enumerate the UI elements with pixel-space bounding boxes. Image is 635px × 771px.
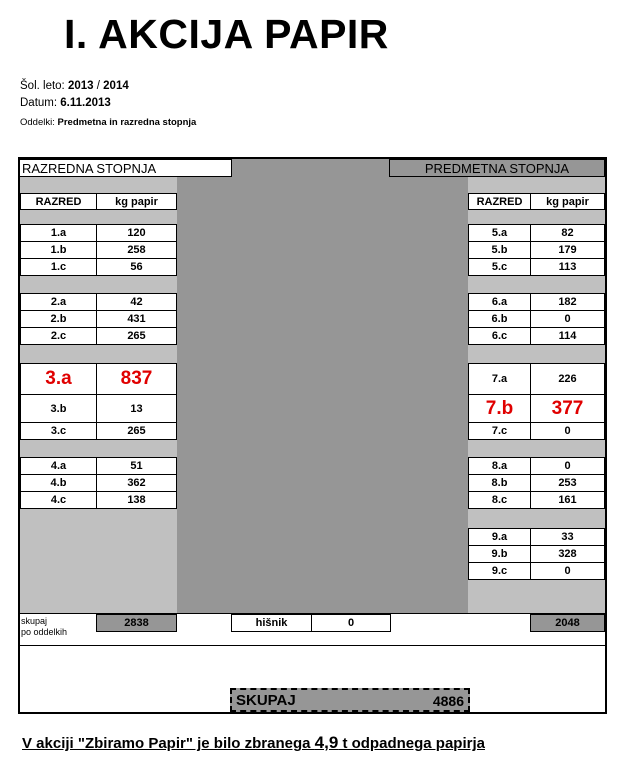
date-label: Datum: — [20, 97, 58, 109]
left-class-cell: 2.c — [20, 327, 97, 345]
right-class-cell: 9.a — [468, 528, 531, 546]
right-class-cell: 8.c — [468, 491, 531, 509]
date-value: 6.11.2013 — [60, 97, 111, 109]
left-class-cell: 2.b — [20, 310, 97, 328]
left-kg-cell: 258 — [96, 241, 177, 259]
right-total: 2048 — [530, 614, 605, 632]
right-col-kg-header: kg papir — [530, 193, 605, 210]
right-kg-cell: 182 — [530, 293, 605, 311]
center-gray-area — [177, 177, 468, 613]
left-class-cell: 1.c — [20, 258, 97, 276]
right-class-cell-highlight: 7.b — [468, 394, 531, 423]
right-class-cell: 5.a — [468, 224, 531, 242]
right-kg-cell: 0 — [530, 457, 605, 475]
left-class-cell-highlight: 3.a — [20, 363, 97, 395]
left-kg-cell: 362 — [96, 474, 177, 492]
left-class-cell: 2.a — [20, 293, 97, 311]
school-year-sep: / — [96, 80, 100, 92]
center-gray-top — [231, 159, 389, 177]
skupaj-label-line2: po oddelkih — [21, 627, 68, 637]
right-class-cell: 6.c — [468, 327, 531, 345]
right-kg-cell: 33 — [530, 528, 605, 546]
grand-total-label: SKUPAJ — [236, 692, 296, 709]
left-kg-cell: 13 — [96, 394, 177, 423]
left-class-cell: 1.b — [20, 241, 97, 259]
right-kg-cell: 253 — [530, 474, 605, 492]
departments-value: Predmetna in razredna stopnja — [57, 117, 197, 128]
right-class-cell: 5.c — [468, 258, 531, 276]
right-class-cell: 6.a — [468, 293, 531, 311]
school-year-start: 2013 — [67, 80, 94, 92]
school-year-end: 2014 — [103, 80, 129, 92]
departments-line — [20, 116, 196, 130]
right-class-cell: 7.a — [468, 363, 531, 395]
right-kg-cell: 82 — [530, 224, 605, 242]
left-kg-cell: 265 — [96, 327, 177, 345]
right-col-class-header: RAZRED — [468, 193, 531, 210]
left-kg-cell: 431 — [96, 310, 177, 328]
footer-sentence — [22, 733, 485, 753]
hisnik-label: hišnik — [231, 614, 312, 632]
totals-bottom-line — [20, 645, 606, 646]
right-kg-cell: 328 — [530, 545, 605, 563]
page-title: I. AKCIJA PAPIR — [64, 11, 389, 57]
right-class-cell: 8.b — [468, 474, 531, 492]
left-class-cell: 4.c — [20, 491, 97, 509]
right-heading: PREDMETNA STOPNJA — [389, 159, 605, 177]
right-class-cell: 8.a — [468, 457, 531, 475]
left-class-cell: 4.b — [20, 474, 97, 492]
right-class-cell: 6.b — [468, 310, 531, 328]
departments-label: Oddelki: — [20, 117, 55, 128]
right-kg-cell: 113 — [530, 258, 605, 276]
left-class-cell: 3.c — [20, 422, 97, 440]
right-kg-cell: 0 — [530, 422, 605, 440]
right-kg-cell: 0 — [530, 562, 605, 580]
grand-total-bar — [230, 688, 470, 712]
left-kg-cell-highlight: 837 — [96, 363, 177, 395]
footer-pre: V akciji "Zbiramo Papir" je bilo zbranega — [22, 735, 315, 752]
right-class-cell: 7.c — [468, 422, 531, 440]
right-kg-cell: 179 — [530, 241, 605, 259]
footer-amount: 4,9 — [314, 733, 339, 752]
left-kg-cell: 51 — [96, 457, 177, 475]
right-class-cell: 9.c — [468, 562, 531, 580]
right-class-cell: 5.b — [468, 241, 531, 259]
date-line — [20, 96, 111, 110]
left-heading: RAZREDNA STOPNJA — [20, 159, 232, 177]
left-total: 2838 — [96, 614, 177, 632]
left-kg-cell: 56 — [96, 258, 177, 276]
footer-post: t odpadnega papirja — [338, 735, 485, 752]
grand-total-value: 4886 — [432, 693, 464, 709]
school-year-label: Šol. leto: — [20, 80, 65, 92]
right-kg-cell: 114 — [530, 327, 605, 345]
school-year — [20, 79, 129, 93]
skupaj-label — [21, 616, 67, 638]
right-kg-cell-highlight: 377 — [530, 394, 605, 423]
left-kg-cell: 265 — [96, 422, 177, 440]
left-kg-cell: 42 — [96, 293, 177, 311]
left-col-class-header: RAZRED — [20, 193, 97, 210]
hisnik-value: 0 — [311, 614, 391, 632]
left-col-kg-header: kg papir — [96, 193, 177, 210]
right-kg-cell: 226 — [530, 363, 605, 395]
right-kg-cell: 0 — [530, 310, 605, 328]
right-class-cell: 9.b — [468, 545, 531, 563]
left-class-cell: 4.a — [20, 457, 97, 475]
right-kg-cell: 161 — [530, 491, 605, 509]
left-kg-cell: 138 — [96, 491, 177, 509]
left-kg-cell: 120 — [96, 224, 177, 242]
left-class-cell: 3.b — [20, 394, 97, 423]
skupaj-label-line1: skupaj — [21, 616, 48, 626]
left-class-cell: 1.a — [20, 224, 97, 242]
